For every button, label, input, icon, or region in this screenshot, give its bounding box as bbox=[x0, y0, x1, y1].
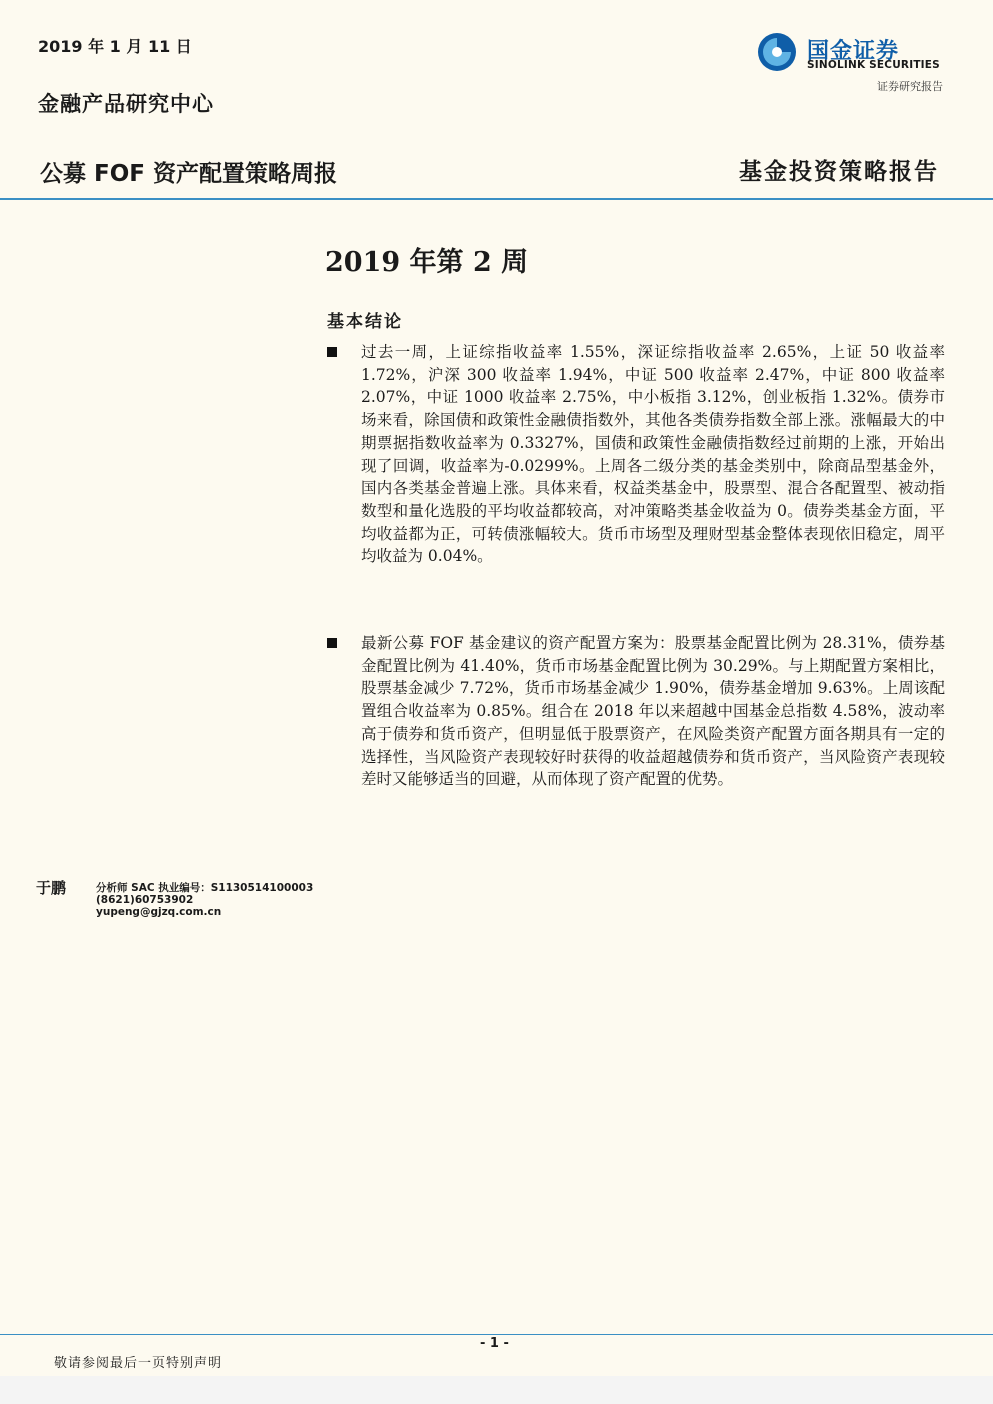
header-divider bbox=[0, 198, 993, 200]
square-bullet-icon bbox=[327, 638, 337, 648]
bullet-text: 最新公募 FOF 基金建议的资产配置方案为：股票基金配置比例为 28.31%，债券基金配置比例为 41.40%，货币市场基金配置比例为 30.29%。与上期配置方案相比，股票基金减少 7.72%，货币市场基金减少 1.90%，债券基金增加 9.63%。上周该配置组合收益率为 0.85%。组合在 2018 年以来超越中国基金总指数 4.58%，波动率高于债券和货币资产，但明显低于股票资产，在风险类资产配置方面各期具有一定的选择性，当风险资产表现较好时获得的收益超越债券和货币资产，当风险资产表现较差时又能够适当的回避，从而体现了资产配置的优势。 bbox=[361, 634, 945, 789]
section-heading: 基本结论 bbox=[327, 312, 403, 332]
analyst-info bbox=[96, 882, 313, 918]
report-type: 基金投资策略报告 bbox=[739, 158, 939, 185]
footer-divider bbox=[0, 1334, 993, 1335]
report-title: 公募 FOF 资产配置策略周报 bbox=[40, 161, 337, 187]
logo-subtitle: 证券研究报告 bbox=[877, 80, 943, 93]
conclusion-bullet-1 bbox=[327, 341, 945, 591]
research-center-name: 金融产品研究中心 bbox=[38, 91, 214, 116]
disclaimer-note: 敬请参阅最后一页特别声明 bbox=[54, 1356, 223, 1371]
sinolink-logo-icon bbox=[757, 32, 797, 72]
logo-name-en: SINOLINK SECURITIES bbox=[807, 59, 940, 71]
company-logo bbox=[757, 32, 947, 76]
report-date: 2019 年 1 月 11 日 bbox=[38, 37, 192, 56]
analyst-license: 分析师 SAC 执业编号：S1130514100003 bbox=[96, 882, 314, 894]
analyst-phone: (8621)60753902 bbox=[96, 894, 194, 906]
analyst-name: 于鹏 bbox=[36, 879, 67, 897]
square-bullet-icon bbox=[327, 347, 337, 357]
bullet-text: 过去一周，上证综指收益率 1.55%，深证综指收益率 2.65%，上证 50 收益率 1.72%，沪深 300 收益率 1.94%，中证 500 收益率 2.47%，中证 800 收益率 2.07%，中证 1000 收益率 2.75%，中小板指 3.12%，创业板指 1.32%。债券市场来看，除国债和政策性金融债指数外，其他各类债券指数全部上涨。涨幅最大的中期票据指数收益率为 0.3327%，国债和政策性金融债指数经过前期的上涨，开始出现了回调，收益率为-0.0299%。上周各二级分类的基金类别中，除商品型基金外，国内各类基金普遍上涨。具体来看，权益类基金中，股票型、混合各配置型、被动指数型和量化选股的平均收益都较高，对冲策略类基金收益为 0。债券类基金方面，平均收益都为正，可转债涨幅较大。货币市场型及理财型基金整体表现依旧稳定，周平均收益为 0.04%。 bbox=[361, 343, 945, 566]
page-number: - 1 - bbox=[480, 1336, 509, 1351]
bottom-band bbox=[0, 1376, 993, 1404]
conclusion-bullet-2 bbox=[327, 632, 945, 812]
logo-name-cn: 国金证券 bbox=[807, 39, 900, 64]
analyst-email[interactable]: yupeng@gjzq.com.cn bbox=[96, 906, 222, 918]
week-title: 2019 年第 2 周 bbox=[325, 247, 529, 278]
